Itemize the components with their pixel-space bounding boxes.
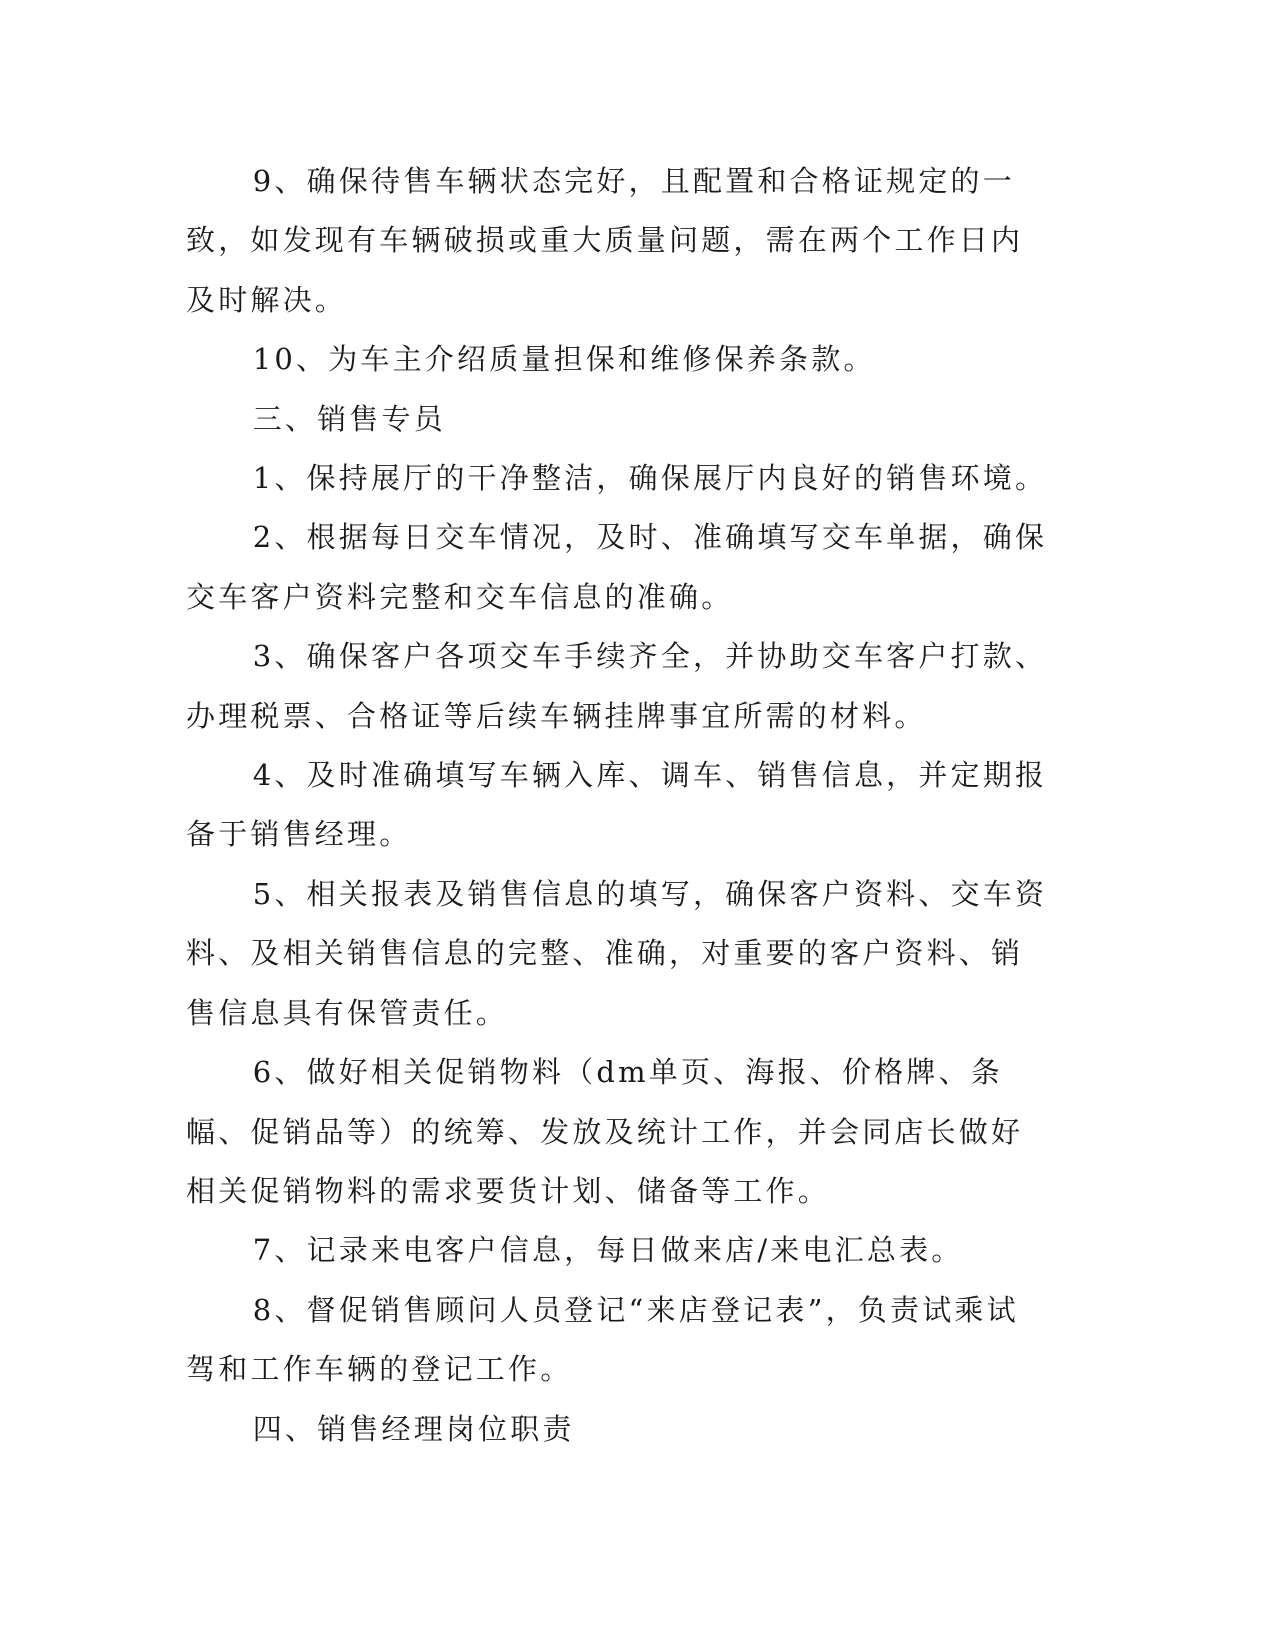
paragraph-item-10: 10、为车主介绍质量担保和维修保养条款。: [252, 342, 876, 377]
paragraph-item-9: 9、确保待售车辆状态完好，且配置和合格证规定的一致，如发现有车辆破损或重大质量问题，需在两个工作日内及时解决。: [186, 164, 1024, 317]
paragraph-item-1: 1、保持展厅的干净整洁，确保展厅内良好的销售环境。: [252, 461, 1048, 496]
paragraph-item-8: 8、督促销售顾问人员登记“来店登记表”，负责试乘试驾和工作车辆的登记工作。: [186, 1292, 1019, 1387]
document-body: [186, 152, 1048, 1459]
section-heading-sales-specialist: 三、销售专员: [252, 401, 446, 436]
paragraph-item-7: 7、记录来电客户信息，每日做来店/来电汇总表。: [252, 1233, 964, 1268]
paragraph-item-6: 6、做好相关促销物料（dm单页、海报、价格牌、条幅、促销品等）的统筹、发放及统计工作，并会同店长做好相关促销物料的需求要货计划、储备等工作。: [186, 1055, 1024, 1208]
paragraph-item-4: 4、及时准确填写车辆入库、调车、销售信息，并定期报备于销售经理。: [186, 758, 1048, 852]
paragraph-item-3: 3、确保客户各项交车手续齐全，并协助交车客户打款、办理税票、合格证等后续车辆挂牌事宜所需的材料。: [186, 639, 1048, 733]
section-heading-sales-manager: 四、销售经理岗位职责: [252, 1411, 575, 1446]
paragraph-item-5: 5、相关报表及销售信息的填写，确保客户资料、交车资料、及相关销售信息的完整、准确，对重要的客户资料、销售信息具有保管责任。: [186, 876, 1048, 1030]
paragraph-item-2: 2、根据每日交车情况，及时、准确填写交车单据，确保交车客户资料完整和交车信息的准确。: [186, 520, 1048, 614]
